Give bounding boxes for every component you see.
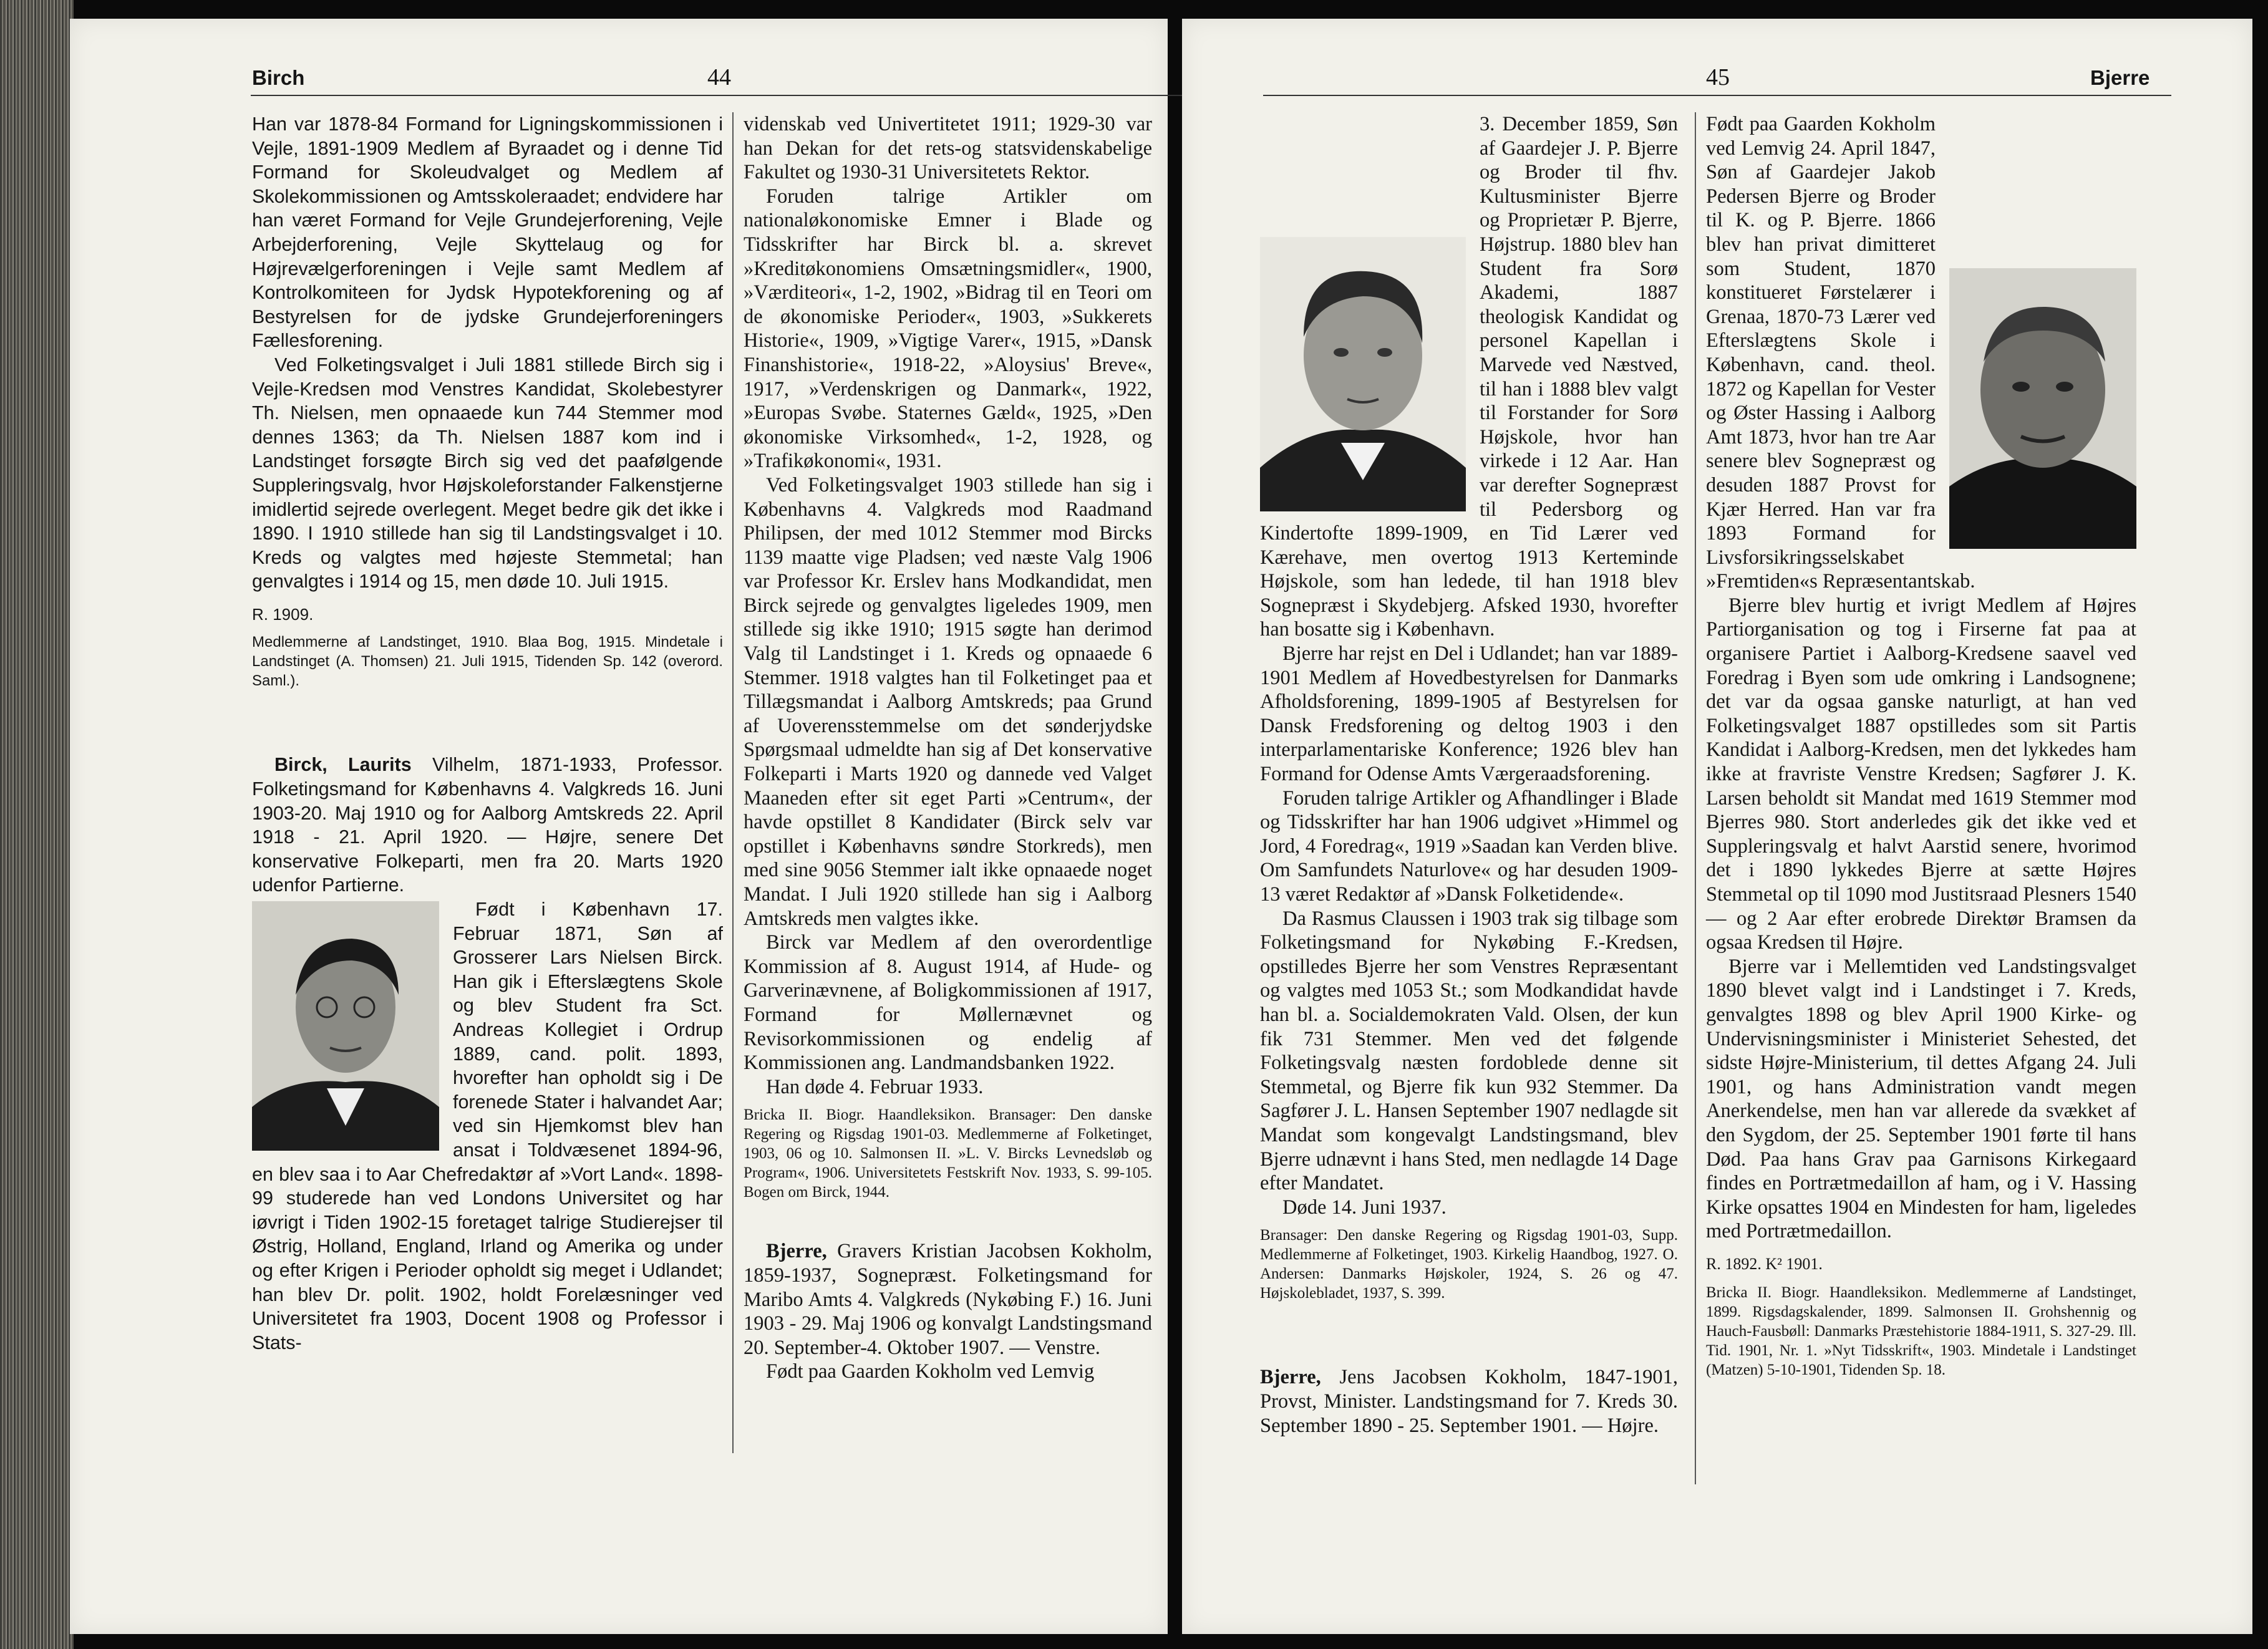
portrait-gravers-bjerre-drawing xyxy=(1260,237,1466,511)
page-number: 45 xyxy=(1706,64,1730,90)
book-page-edges xyxy=(0,0,74,1649)
left-page xyxy=(70,19,1168,1634)
bjerre-jens-initials: R. 1892. K² 1901. xyxy=(1706,1254,1823,1273)
bjerre-gravers-para-elections: Da Rasmus Claussen i 1903 trak sig tilbage som Folketingsmand for Nykøbing F.-Kredsen, opstilledes Bjerre her som Venstres Repræsentant og valgtes med 1053 St.; som Modkandidat havde han bl. a. Socialdemokraten Vald. Olsen, der kun fik 731 Stemmer. Men ved det følgende Folketingsvalg næsten fordoblede denne sit Stemmetal, og Bjerre fik kun 932 Stemmer. Da Sagfører J. L. Hansen September 1907 nedlagde sit Mandat som kongevalgt Landstingsmand, blev Bjerre udnævnt i hans Sted, men nedlagde 14 Dage efter Mandatet. xyxy=(1260,907,1678,1195)
left-column-1 xyxy=(252,112,723,1355)
entry-gap xyxy=(252,690,723,753)
birck-heading xyxy=(252,753,723,897)
header-rule xyxy=(1263,95,2171,96)
birck-name: Birck, Laurits xyxy=(274,754,412,776)
left-column-2 xyxy=(744,112,1152,1384)
birck-para-elections: Ved Folketingsvalget 1903 stillede han sig i Københavns 4. Valgkreds mod Raadmand Philipsen, der med 1012 Stemmer mod Bircks 1139 maatte vige Pladsen; ved næste Valg 1906 var Professor Kr. Erslev hans Modkandidat, men Birck sejrede og genvalgtes ligeledes 1909, men stillede sig ikke 1910; 1915 søgte han derimod Valg til Landstinget i 1. Kreds og opnaaede 6 Stemmer. 1918 valgtes han til Folketinget paa et Tillægsmandat i Aalborg Amtskreds; paa Grund af Uoverensstemmelse om det sønderjydske Spørgsmaal udmeldte han sig af Det konservative Folkeparti i Marts 1920 og dannede ved Valget Maaneden efter sit eget Parti »Centrum«, der havde opstillet 8 Kandidater (Birck selv var opstillet i Københavns søndre Storkreds), men med sine 9056 Stemmer ialt ikke opnaaede noget Mandat. I Juli 1920 stillede han sig i Aalborg Amtskreds men valgtes ikke. xyxy=(744,473,1152,930)
bjerre-gravers-born: Født paa Gaarden Kokholm ved Lemvig xyxy=(766,1360,1095,1383)
bjerre-gravers-sources: Bransager: Den danske Regering og Rigsdag 1901-03, Supp. Medlemmerne af Folketinget, 1903. Kirkelig Haandbog, 1927. O. Andersen: Danmarks Højskoler, 1924, S. 26 og 47. Højskolebladet, 1937, S. 399. xyxy=(1260,1227,1678,1302)
portrait-laurits-birck xyxy=(252,901,439,1151)
birck-bio: Født i København 17. Februar 1871, Søn af Grosserer Lars Nielsen Birck. Han gik i Efterslægtens Skole og blev Student fra Sct. Andreas Kollegiet i Ordrup 1889, cand. polit. 1893, hvorefter han opholdt sig i De forenede Stater i halvandet Aar; ved sin Hjemkomst blev han ansat i Toldvæsenet 1894-96, en blev saa i to Aar Chefredaktør af »Vort Land«. 1898-99 studerede han ved Londons Universitet og har iøvrigt i Tiden 1902-15 foretaget talrige Studierejser til Østrig, Holland, England, Irland og Amerika og under og efter Krigen i Perioder opholdt sig meget i Udlandet; han blev Dr. polit. 1902, holdt Forelæsninger ved Universitetet fra 1903, Docent 1908 og Professor i Stats- xyxy=(252,899,723,1353)
bjerre-gravers-bio: 3. December 1859, Søn af Gaardejer J. P. Bjerre og Broder til fhv. Kultusminister Bjerre og Proprietær P. Bjerre, Højstrup. 1880 blev han Student fra Sorø Akademi, 1887 theologisk Kandidat og personel Kapellan i Marvede ved Næstved, til han i 1888 blev valgt til Forstander for Sorø Højskole, hvor han virkede i 12 Aar. Han var derefter Sognepræst til Pedersborg og Kindertofte 1899-1909, en Tid Lærer ved Kærehave, men overtog 1913 Kerteminde Højskole, som han ledede, til han 1918 blev Sognepræst i Skydebjerg. Afsked 1930, hvorefter han bosatte sig i København. xyxy=(1260,113,1678,641)
bjerre-jens-para-party: Bjerre blev hurtig et ivrigt Medlem af Højres Partiorganisation og tog i Firserne fat paa at organisere Partiet i Aalborg-Kredsene saavel ved Foredrag i Byen som ude omkring i Landsognene; det var da ogsaa ganske naturligt, at han ved Folketingsvalget 1887 opstilledes som sit Partis Kandidat i Aalborg-Kredsen, men det lykkedes ham ikke at fravriste Venstre Kredsen; Sagfører J. K. Larsen beholdt sit Mandat med 1619 Stemmer mod Bjerres 980. Stort anderledes gik det ikke ved et Suppleringsvalg et halvt Aarstid senere, hvorimod det i 1890 lykkedes Bjerre at sætte Højres Stemmetal op til 1090 mod Justitsraad Plesners 1540 — og 2 Aar efter erobrede Direktør Bramsen da ogsaa Kredsen til Højre. xyxy=(1706,594,2136,954)
entry-gap xyxy=(744,1202,1152,1239)
right-page xyxy=(1182,19,2252,1634)
header-rule xyxy=(251,95,1186,96)
running-head-name: Birch xyxy=(252,66,305,89)
portrait-jens-bjerre xyxy=(1949,268,2136,549)
portrait-gravers-bjerre xyxy=(1260,237,1466,511)
birch-sources: Medlemmerne af Landstinget, 1910. Blaa Bog, 1915. Mindetale i Landstinget (A. Thomsen) 21. Juli 1915, Tidenden Sp. 142 (overord. Saml.). xyxy=(252,634,723,690)
column-rule xyxy=(1695,112,1696,1484)
birck-para-cont: videnskab ved Univertitetet 1911; 1929-30 var han Dekan for det rets-og statsvidenskabelige Fakultet og 1930-31 Universitetets Rektor. xyxy=(744,113,1152,184)
bjerre-jens-sources: Bricka II. Biogr. Haandleksikon. Medlemmerne af Landstinget, 1899. Rigsdagskalender, 1899. Salmonsen II. Grohshennig og Hauch-Fausbøll: Danmarks Præstehistorie 1884-1911, S. 327-29. Ill. Tid. 1901, Nr. 1. »Nyt Tidsskrift«, 1903. Mindetale i Landstinget (Matzen) 5-10-1901, Tidenden Sp. 18. xyxy=(1706,1284,2136,1378)
bjerre-jens-para-minister: Bjerre var i Mellemtiden ved Landstingsvalget 1890 blevet valgt ind i Landstinget i 7. Kreds, genvalgtes 1898 og blev April 1900 Kirke- og Undervisningsminister i Ministeriet Sehested, det sidste Højre-Ministerium, til dettes Afgang 24. Juli 1901, og hans Administration vandt megen Anerkendelse, men han var allerede da svækket af den Sygdom, der 25. September 1901 førte til hans Død. Paa hans Grav paa Garnisons Kirkegaard findes en Portrætmedaillon af ham, og i V. Hassing Kirke opsattes 1904 en Mindesten for ham, ligeledes med Portrætmedaillon. xyxy=(1706,955,2136,1243)
bjerre-gravers-para-travel: Bjerre har rejst en Del i Udlandet; han var 1889-1901 Medlem af Hovedbestyrelsen for Danmarks Afholdsforening, 1899-1905 af Bestyrelsen for Dansk Fredsforening og deltog 1903 i den interparlamentariske Konference; 1926 blev han Formand for Odense Amts Værgeraadsforening. xyxy=(1260,642,1678,786)
birck-para-commissions: Birck var Medlem af den overordentlige Kommission af 8. August 1914, af Hude- og Garverinævnene, af Boligkommissionen af 1917, Formand for Møllernævnet og Revisorkommissionen og endelig af Kommissionen ang. Landmandsbanken 1922. xyxy=(744,931,1152,1075)
running-head-name: Bjerre xyxy=(2090,66,2150,89)
birch-para-1: Han var 1878-84 Formand for Ligningskommissionen i Vejle, 1891-1909 Medlem af Byraadet og i denne Tid Formand for Skoleudvalget og Medlem af Skolekommissionen og Amtsskoleraadet; endvidere har han været Formand for Vejle Grundejerforening, Vejle Arbejderforening, Vejle Skyttelaug og for Højrevælgerforeningen i Vejle samt Medlem af Kontrolkomiteen for Jydsk Hypotekforening og af Bestyrelsen for de jydske Grundejerforeningers Fællesforening. xyxy=(252,114,723,352)
bjerre-jens-bio: Født paa Gaarden Kokholm ved Lemvig 24. April 1847, Søn af Gaardejer Jakob Pedersen Bjerre og Broder til K. og P. Bjerre. 1866 blev han privat dimitteret som Student, 1870 konstitueret Førstelærer i Grenaa, 1870-73 Lærer ved Efterslægtens Skole i København, cand. theol. 1872 og Kapellan for Vester og Øster Hassing i Aalborg Amt 1873, hvor han tre Aar senere blev Sognepræst og desuden 1887 Provst for Kjær Herred. Han var fra 1893 Formand for Livsforsikringsselskabet »Fremtiden«s Repræsentantskab. xyxy=(1706,113,1975,593)
bjerre-jens-name: Bjerre, xyxy=(1260,1366,1321,1389)
birck-para-articles: Foruden talrige Artikler om nationaløkonomiske Emner i Blade og Tidsskrifter har Birck bl. a. skrevet »Kreditøkonomiens Omsætningsmidler«, 1900, »Værditeori«, 1-2, 1902, »Bidrag til en Teori om de økonomiske Perioder«, 1903, »Sukkerets Historie«, 1909, »Vigtige Varer«, 1915, »Dansk Finanshistorie«, 1918-22, »Aloysius' Breve«, 1917, »Verdenskrigen og Danmark«, 1922, »Europas Svøbe. Staternes Gæld«, 1925, »Den økonomiske Virksomhed«, 1-2, 1928, og »Trafikøkonomi«, 1931. xyxy=(744,185,1152,473)
portrait-laurits-birck-drawing xyxy=(252,901,439,1151)
bjerre-gravers-para-articles: Foruden talrige Artikler og Afhandlinger i Blade og Tidsskrifter har han 1906 udgivet »Himmel og Jord, 4 Foredrag«, 1919 »Saadan kan Verden blive. Om Samfundets Naturlove« og har desuden 1909-13 været Redaktør af »Dansk Folketidende«. xyxy=(1260,786,1678,906)
right-column-2 xyxy=(1706,112,2136,1380)
bjerre-gravers-death: Døde 14. Juni 1937. xyxy=(1282,1196,1447,1219)
birch-para-2: Ved Folketingsvalget i Juli 1881 stillede Birch sig i Vejle-Kredsen mod Venstres Kandidat, Skolebestyrer Th. Nielsen, men opnaaede kun 744 Stemmer mod dennes 1363; da Th. Nielsen 1887 kom ind i Landstinget forsøgte Birch sig ved det paafølgende Suppleringsvalg, hvor Højskoleforstander Falkenstjerne imidlertid sejrede overlegent. Meget bedre gik det ikke i 1890. I 1910 stillede han sig til Landstingsvalget i 10. Kreds og valgtes med højeste Stemmetal; han genvalgtes i 1914 og 15, men døde 10. Juli 1915. xyxy=(252,354,723,592)
birch-initials: R. 1909. xyxy=(252,604,314,624)
right-column-1 xyxy=(1260,112,1678,1438)
portrait-jens-bjerre-drawing xyxy=(1949,268,2136,549)
page-number: 44 xyxy=(707,64,731,90)
bjerre-gravers-intro: Gravers Kristian Jacobsen Kokholm, 1859-1937, Sognepræst. Folketingsmand for Maribo Amts 4. Valgkreds (Nykøbing F.) 16. Juni 1903 - 29. Maj 1906 og konvalgt Landstingsmand 20. September-4. Oktober 1907. — Venstre. xyxy=(744,1240,1152,1359)
birck-intro: Vilhelm, 1871-1933, Professor. Folketingsmand for Københavns 4. Valgkreds 16. Juni 1903-20. Maj 1910 og for Aalborg Amtskreds 22. April 1918 - 21. April 1920. — Højre, senere Det konservative Folkeparti, men fra 20. Marts 1920 udenfor Partierne. xyxy=(252,754,723,896)
birck-sources: Bricka II. Biogr. Haandleksikon. Bransager: Den danske Regering og Rigsdag 1901-03. Medlemmerne af Folketinget, 1903, 06 og 10. Salmonsen II. »L. V. Bircks Levnedsløb og Program«, 1906. Universitetets Festskrift Nov. 1933, S. 99-105. Bogen om Birck, 1944. xyxy=(744,1106,1152,1201)
bjerre-jens-intro: Jens Jacobsen Kokholm, 1847-1901, Provst, Minister. Landstingsmand for 7. Kreds 30. September 1890 - 25. September 1901. — Højre. xyxy=(1260,1366,1678,1437)
bjerre-jens-heading xyxy=(1260,1365,1678,1438)
bjerre-gravers-heading xyxy=(744,1239,1152,1360)
birck-death: Han døde 4. Februar 1933. xyxy=(766,1075,984,1098)
entry-gap xyxy=(1260,1303,1678,1365)
bjerre-gravers-name: Bjerre, xyxy=(766,1240,827,1263)
column-rule xyxy=(732,112,734,1453)
